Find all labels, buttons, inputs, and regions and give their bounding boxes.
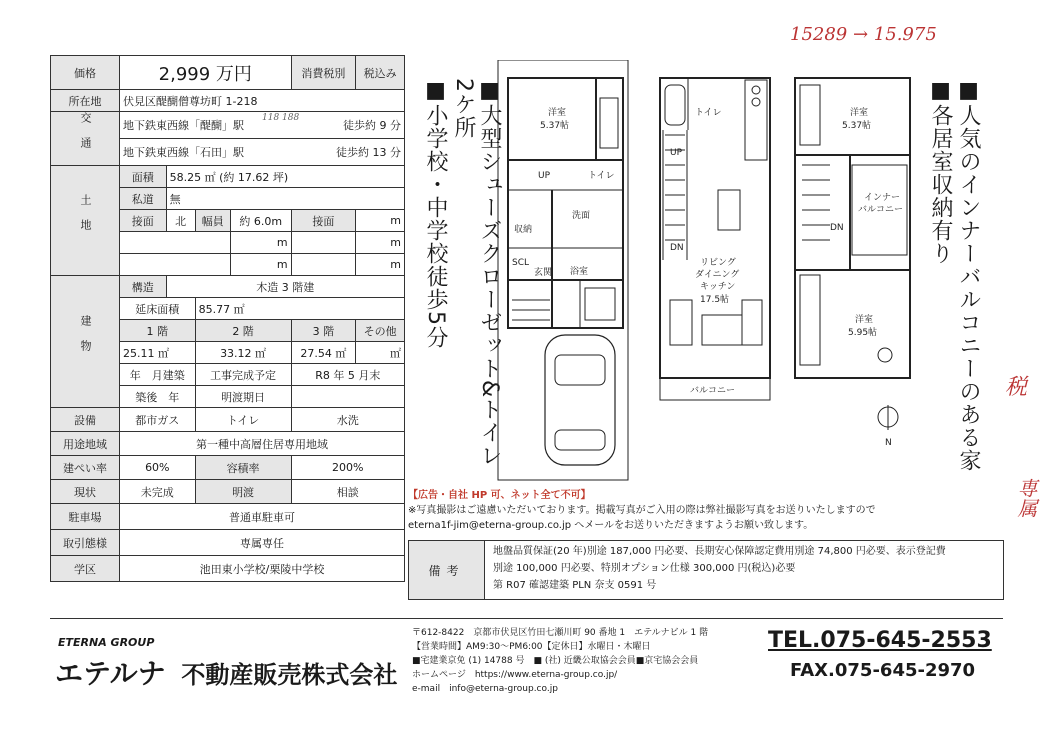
floor-2-value: 33.12 ㎡ <box>195 342 291 364</box>
company-logo <box>55 652 397 692</box>
floor-area-label: 延床面積 <box>120 298 196 320</box>
frontage-extra-unit-3: m <box>230 254 291 276</box>
traffic-line-1: 地下鉄東西線「醍醐」駅 <box>120 112 292 139</box>
area-value: 58.25 ㎡ (約 17.62 坪) <box>166 166 404 188</box>
company-hours: 【営業時間】AM9:30～PM6:00【定休日】水曜日・木曜日 <box>412 642 651 652</box>
traffic-line-2: 地下鉄東西線「石田」駅 <box>120 139 292 166</box>
plan-ldk-1: リビング <box>700 258 736 268</box>
company-address: 〒612-8422 京都市伏見区竹田七瀬川町 90 番地 1 エテルナビル 1 階 <box>412 628 709 638</box>
handwritten-address-note: 118 188 <box>262 113 300 123</box>
plan-1f-room: 洋室 <box>548 108 567 118</box>
handover-label: 明渡 <box>195 480 291 504</box>
headline-school-distance: ■小学校・中学校徒歩5分 <box>423 78 448 349</box>
remarks-label: 備考 <box>409 541 485 599</box>
structure-label: 構造 <box>120 276 167 298</box>
company-license: ■宅建業京免 (1) 14788 号 ■ (社) 近畿公取協会会員■京宅協会会員 <box>412 656 699 666</box>
remarks-line-2: 別途 100,000 円必要、特別オプション仕様 300,000 円(税込)必要 <box>493 563 796 574</box>
plan-1f-wash: 洗面 <box>572 211 591 221</box>
headline-inner-balcony: ■人気のインナーバルコニーのある家 <box>956 78 981 472</box>
far-value: 200% <box>291 456 404 480</box>
handwritten-note-exclusive: 専属 <box>1014 478 1038 518</box>
toilet-value: 水洗 <box>291 408 404 432</box>
plan-1f-bath: 浴室 <box>570 267 589 277</box>
width-label: 幅員 <box>195 210 230 232</box>
traffic-label: 交通 <box>51 112 120 166</box>
plan-1f-entrance: 玄関 <box>534 268 553 278</box>
built-label: 年 月建築 <box>120 364 196 386</box>
price-value: 2,999 万円 <box>120 56 292 90</box>
frontage-extra-unit-1: m <box>230 232 291 254</box>
private-road-value: 無 <box>166 188 404 210</box>
remarks-line-3: 第 R07 確認建築 PLN 奈支 0591 号 <box>493 580 657 591</box>
floor-3-header: 3 階 <box>291 320 356 342</box>
company-tel[interactable]: TEL.075-645-2553 <box>768 628 992 653</box>
frontage-extra-2 <box>120 254 231 276</box>
frontage-value-2: m <box>356 210 405 232</box>
traffic-walk-1: 徒歩約 9 分 <box>291 112 404 139</box>
school-district-value: 池田東小学校/栗陵中学校 <box>120 556 405 582</box>
tax-value: 税込み <box>356 56 405 90</box>
far-label: 容積率 <box>195 456 291 480</box>
plan-1f-up: UP <box>538 171 551 181</box>
status-label: 現状 <box>51 480 120 504</box>
age-label: 築後 年 <box>120 386 196 408</box>
coverage-label: 建ぺい率 <box>51 456 120 480</box>
handwritten-note-tax: 税 <box>1005 375 1028 400</box>
handover-date-label: 明渡期日 <box>195 386 291 408</box>
frontage-extra-unit-2: m <box>356 232 405 254</box>
completion-value: R8 年 5 月末 <box>291 364 404 386</box>
plan-3f-dn: DN <box>830 223 844 233</box>
company-email[interactable]: e-mail info@eterna-group.co.jp <box>412 684 558 694</box>
plan-ldk-3: キッチン <box>700 282 736 292</box>
deal-type-label: 取引態様 <box>51 530 120 556</box>
floor-other-value: ㎡ <box>356 342 405 364</box>
company-details <box>412 626 708 696</box>
building-label: 建物 <box>51 276 120 408</box>
facility-label: 設備 <box>51 408 120 432</box>
company-name-kana: エテルナ <box>55 657 166 690</box>
headline-storage: ■各居室収納有り <box>928 78 953 265</box>
ad-notice: 【広告・自社 HP 可、ネット全て不可】 <box>408 490 591 501</box>
remarks-line-1: 地盤品質保証(20 年)別途 187,000 円必要、長期安心保障認定費用別途 74,800 円必要、表示登記費 <box>493 546 946 557</box>
plan-1f-room-size: 5.37帖 <box>540 121 570 131</box>
property-spec-table <box>50 55 405 582</box>
plan-2f-dn: DN <box>670 243 684 253</box>
toilet-label: トイレ <box>195 408 291 432</box>
frontage-extra-unit-4: m <box>356 254 405 276</box>
frontage-label-2: 接面 <box>291 210 356 232</box>
width-value: 約 6.0m <box>230 210 291 232</box>
plan-inner-balcony-1: インナー <box>864 193 901 203</box>
plan-ldk-size: 17.5帖 <box>700 295 730 305</box>
company-name: 不動産販売株式会社 <box>181 661 398 689</box>
address-label: 所在地 <box>51 90 120 112</box>
parking-label: 駐車場 <box>51 504 120 530</box>
status-value: 未完成 <box>120 480 196 504</box>
address-value: 伏見区醍醐僧尊坊町 1-218 <box>120 90 405 112</box>
north-icon: N <box>885 438 892 448</box>
tax-label: 消費税別 <box>291 56 356 90</box>
private-road-label: 私道 <box>120 188 167 210</box>
traffic-walk-2: 徒歩約 13 分 <box>291 139 404 166</box>
plan-1f-toilet: トイレ <box>588 171 615 181</box>
plan-2f-up: UP <box>670 148 683 158</box>
floor-2-header: 2 階 <box>195 320 291 342</box>
plan-3f-room-2: 洋室 <box>855 315 874 325</box>
frontage-label: 接面 <box>120 210 167 232</box>
structure-value: 木造 3 階建 <box>166 276 404 298</box>
handwritten-price-change: 15289 → 15.975 <box>790 24 937 45</box>
notice-box <box>408 488 1002 540</box>
plan-balcony: バルコニー <box>690 386 736 396</box>
coverage-value: 60% <box>120 456 196 480</box>
gas-value: 都市ガス <box>120 408 196 432</box>
completion-label: 工事完成予定 <box>195 364 291 386</box>
plan-1f-storage: 収納 <box>514 225 533 235</box>
headline-shoe-closet: ■大型シューズクローゼット&トイレ2ケ所 <box>451 78 502 468</box>
parking-value: 普通車駐車可 <box>120 504 405 530</box>
frontage-direction: 北 <box>166 210 195 232</box>
zoning-value: 第一種中高層住居専用地域 <box>120 432 405 456</box>
plan-1f-scl: SCL <box>512 258 530 268</box>
plan-3f-room-2-size: 5.95帖 <box>848 328 878 338</box>
plan-ldk-2: ダイニング <box>695 270 740 280</box>
photo-notice-2: eterna1f-jim@eterna-group.co.jp へメールをお送りいただきますようお願い致します。 <box>408 520 814 531</box>
school-district-label: 学区 <box>51 556 120 582</box>
company-homepage[interactable]: ホームページ https://www.eterna-group.co.jp/ <box>412 670 618 680</box>
floor-1-value: 25.11 ㎡ <box>120 342 196 364</box>
price-label: 価格 <box>51 56 120 90</box>
floor-3-value: 27.54 ㎡ <box>291 342 356 364</box>
photo-notice-1: ※写真撮影はご遠慮いただいております。掲載写真がご入用の際は弊社撮影写真をお送りいたしますので <box>408 505 876 516</box>
company-group: ETERNA GROUP <box>58 636 155 649</box>
zoning-label: 用途地域 <box>51 432 120 456</box>
floor-1-header: 1 階 <box>120 320 196 342</box>
floor-area-value: 85.77 ㎡ <box>195 298 404 320</box>
plan-3f-room-1-size: 5.37帖 <box>842 121 872 131</box>
company-fax: FAX.075-645-2970 <box>790 660 976 681</box>
floor-plans <box>490 60 920 485</box>
land-label: 土地 <box>51 166 120 276</box>
frontage-extra-1 <box>120 232 231 254</box>
plan-2f-toilet: トイレ <box>695 108 722 118</box>
handover-value: 相談 <box>291 480 404 504</box>
footer-divider <box>50 618 1003 619</box>
floor-other-header: その他 <box>356 320 405 342</box>
area-label: 面積 <box>120 166 167 188</box>
remarks-box <box>408 540 1004 600</box>
plan-inner-balcony-2: バルコニー <box>858 205 904 215</box>
deal-type-value: 専属専任 <box>120 530 405 556</box>
plan-3f-room-1: 洋室 <box>850 108 869 118</box>
